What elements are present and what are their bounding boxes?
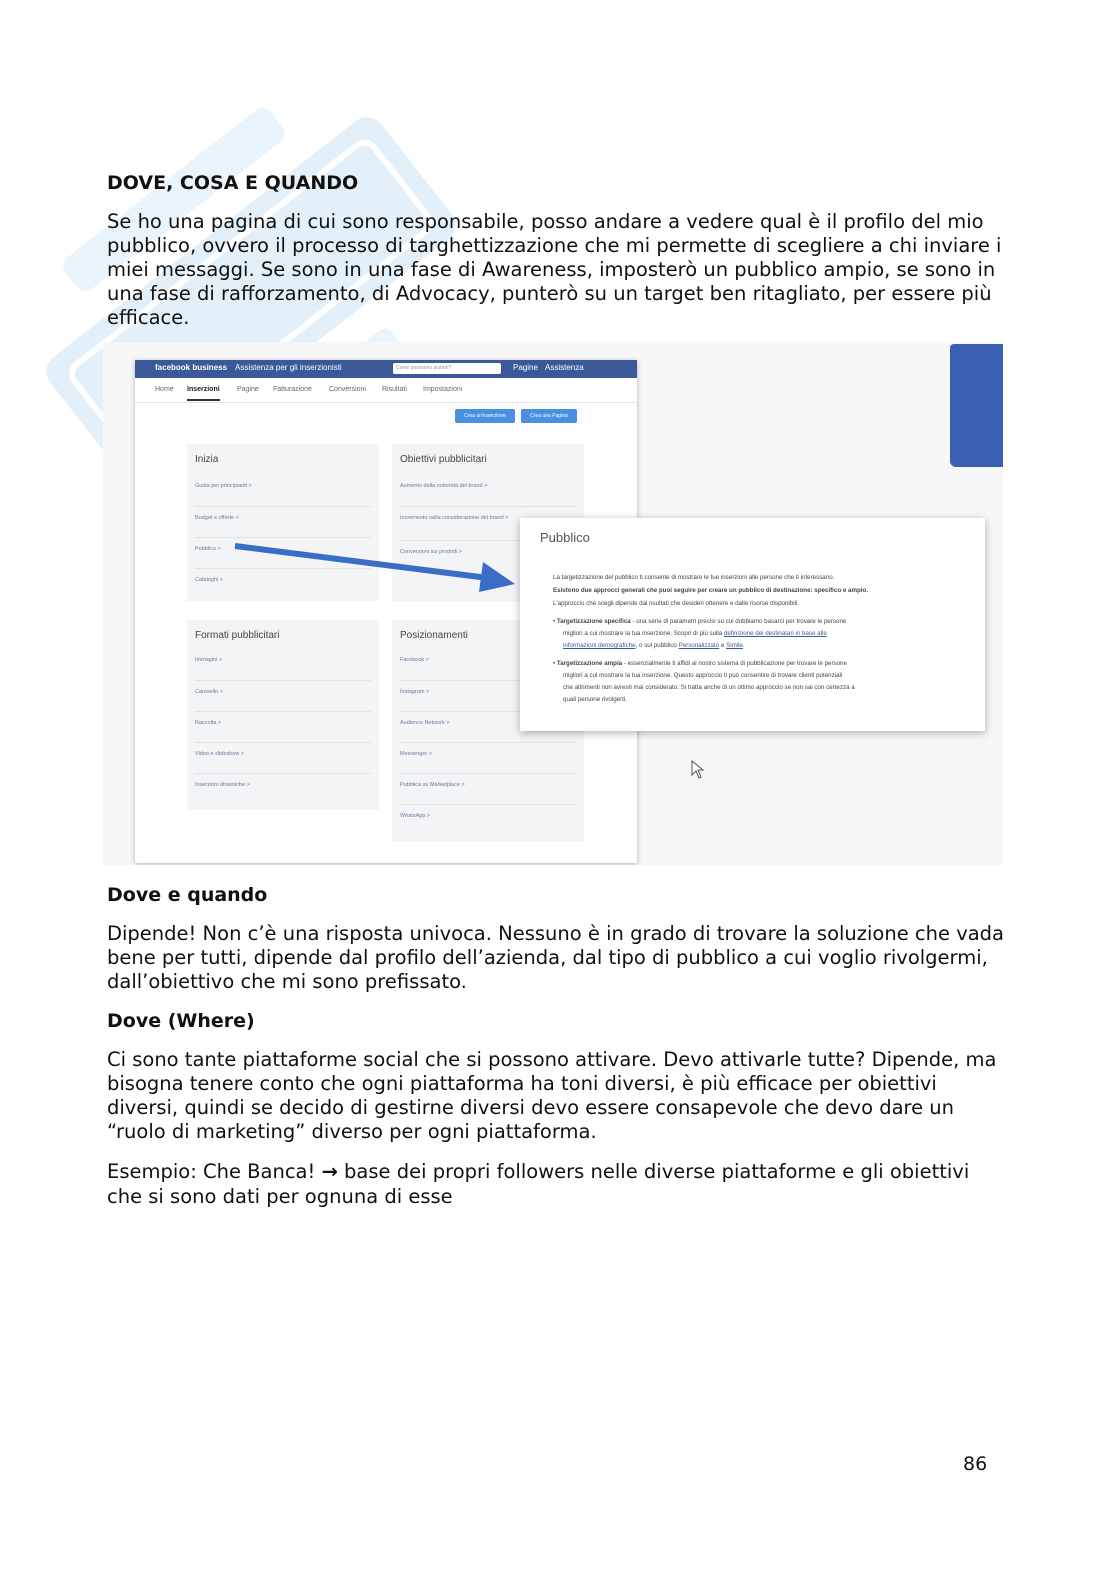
subsection-dove-where-title: Dove (Where): [107, 1010, 255, 1032]
blue-side-tab: [950, 344, 1003, 467]
fb-brand: facebook business: [155, 363, 228, 372]
card-link[interactable]: Inserzioni dinamiche >: [195, 773, 371, 805]
fb-tab-home[interactable]: Home: [155, 386, 174, 393]
dove-quando-paragraph: Dipende! Non c’è una risposta univoca. Nessuno è in grado di trovare la soluzione che vada bene per tutti, dipende dal profilo dell’azienda, dal tipo di pubblico a cui voglio rivolgermi, dall’obiettivo che mi sono prefissato.: [107, 922, 1005, 993]
fb-create-page-button[interactable]: Crea una Pagina: [521, 409, 577, 423]
card-link[interactable]: Audience Network >: [400, 711, 576, 743]
card-link[interactable]: Cataloghi >: [195, 568, 371, 600]
card-link[interactable]: Pubblico >: [195, 537, 371, 569]
card-link[interactable]: Instagram >: [400, 680, 576, 712]
card-title: Formati pubblicitari: [195, 630, 280, 641]
card-link[interactable]: Aumento della notorietà del brand >: [400, 483, 488, 489]
fb-tab-ads[interactable]: Inserzioni: [187, 386, 220, 401]
fb-tab-settings[interactable]: Impostazioni: [423, 386, 463, 393]
card-link[interactable]: Pubblica su Marketplace >: [400, 773, 576, 805]
fb-help-link[interactable]: Assistenza: [545, 363, 584, 372]
fb-tabs: [135, 378, 637, 403]
demographics-link-2[interactable]: informazioni demografiche: [563, 642, 636, 649]
custom-audience-link[interactable]: Personalizzato: [678, 642, 720, 649]
subsection-dove-quando-title: Dove e quando: [107, 884, 268, 906]
fb-pages-link[interactable]: Pagine: [513, 363, 538, 372]
card-link[interactable]: Conversioni sui prodotti >: [400, 540, 576, 572]
card-link[interactable]: Facebook >: [400, 657, 429, 663]
card-link[interactable]: Guida per principianti >: [195, 483, 252, 489]
card-link[interactable]: Carosello >: [195, 680, 371, 712]
example-text: base dei propri followers nelle diverse piattaforme e gli obiettivi che si sono dati per ognuna di esse: [107, 1160, 970, 1208]
popup-bullet-1-l2: migliori a cui mostrare la tua inserzione. Scopri di più sulla definizione dei destinatari in base alle: [563, 630, 827, 637]
popup-bullet-2: • Targetizzazione ampia - essenzialmente ti affidi al nostro sistema di pubblicazione per trovare le persone: [553, 660, 847, 667]
fb-tab-results[interactable]: Risultati: [382, 386, 407, 393]
popup-line: La targetizzazione del pubblico ti consente di mostrare le tue inserzioni alle persone che ti interessano.: [553, 574, 835, 581]
popup-line: Esistono due approcci generali che puoi seguire per creare un pubblico di destinazione: specifico e ampio.: [553, 587, 868, 594]
popup-bullet-2-l4: quali persone rivolgerti.: [563, 696, 627, 703]
example-label: Esempio: Che Banca!: [107, 1160, 322, 1183]
fb-tab-conversions[interactable]: Conversioni: [329, 386, 366, 393]
popup-title: Pubblico: [540, 530, 590, 545]
popup-line: L'approccio che scegli dipende dai risultati che desideri ottenere e dalle risorse disponibili.: [553, 600, 800, 607]
facebook-business-screenshot: [103, 342, 1003, 865]
card-formati: [187, 620, 379, 810]
pointer-arrow: [233, 532, 523, 602]
right-arrow-icon: →: [321, 1160, 338, 1183]
card-link[interactable]: Incremento nella considerazione del brand >: [400, 506, 576, 538]
card-link[interactable]: Video e slideshow >: [195, 742, 371, 774]
popup-bullet-2-l2: migliori a cui mostrare la tua inserzione. Questo approccio ti può consentire di trovare clienti potenziali: [563, 672, 843, 679]
fb-tab-billing[interactable]: Fatturazione: [273, 386, 312, 393]
fb-search-input[interactable]: Come possiamo aiutarti?: [393, 363, 501, 374]
dove-where-paragraph: Ci sono tante piattaforme social che si possono attivare. Devo attivarle tutte? Dipende, ma bisogna tenere conto che ogni piattaforma ha toni diversi, è più efficace per obiettivi diversi, quindi se decido di gestirne diversi devo essere consapevole che devo dare un “ruolo di marketing” diverso per ogni piattaforma.: [107, 1048, 997, 1143]
card-link[interactable]: Messenger >: [400, 742, 576, 774]
card-link[interactable]: Immagini >: [195, 657, 223, 663]
intro-paragraph: Se ho una pagina di cui sono responsabile, posso andare a vedere qual è il profilo del mio pubblico, ovvero il processo di targhettizzazione che mi permette di scegliere a chi inviare i miei messaggi. Se sono in una fase di Awareness, imposterò un pubblico ampio, se sono in una fase di rafforzamento, di Advocacy, punterò su un target ben ritagliato, per essere più efficace.: [107, 210, 1002, 329]
card-title: Posizionamenti: [400, 630, 468, 641]
page-number: 86: [963, 1453, 988, 1475]
page-content-2: [107, 882, 1007, 1209]
card-title: Obiettivi pubblicitari: [400, 454, 487, 465]
fb-tab-pages[interactable]: Pagine: [237, 386, 259, 393]
fb-create-ad-button[interactable]: Crea un'inserzione: [455, 409, 515, 423]
section-title: DOVE, COSA E QUANDO: [107, 172, 359, 194]
card-link[interactable]: WhatsApp >: [400, 804, 576, 836]
lookalike-link[interactable]: Simile: [726, 642, 743, 649]
fb-help-label: Assistenza per gli inserzionisti: [235, 363, 342, 372]
card-link[interactable]: Raccolta >: [195, 711, 371, 743]
card-title: Inizia: [195, 454, 219, 465]
fb-topbar: [135, 360, 637, 378]
mouse-cursor-icon: [691, 760, 705, 780]
pubblico-popup: [520, 518, 985, 731]
card-link[interactable]: Budget e offerte >: [195, 506, 371, 538]
popup-bullet-1-l3: informazioni demografiche, o sul pubblico Personalizzato e Simile.: [563, 642, 745, 649]
popup-bullet-1: • Targetizzazione specifica - una serie di parametri precisi su cui dobbiamo basarci per trovare le persone: [553, 618, 847, 625]
example-paragraph: [107, 1159, 1007, 1209]
demographics-link[interactable]: definizione dei destinatari in base alle: [723, 630, 827, 637]
popup-bullet-2-l3: che altrimenti non avresti mai considerato. Si tratta anche di un ottimo approccio se non sai con certezza a: [563, 684, 855, 691]
page-content: [107, 168, 1007, 330]
